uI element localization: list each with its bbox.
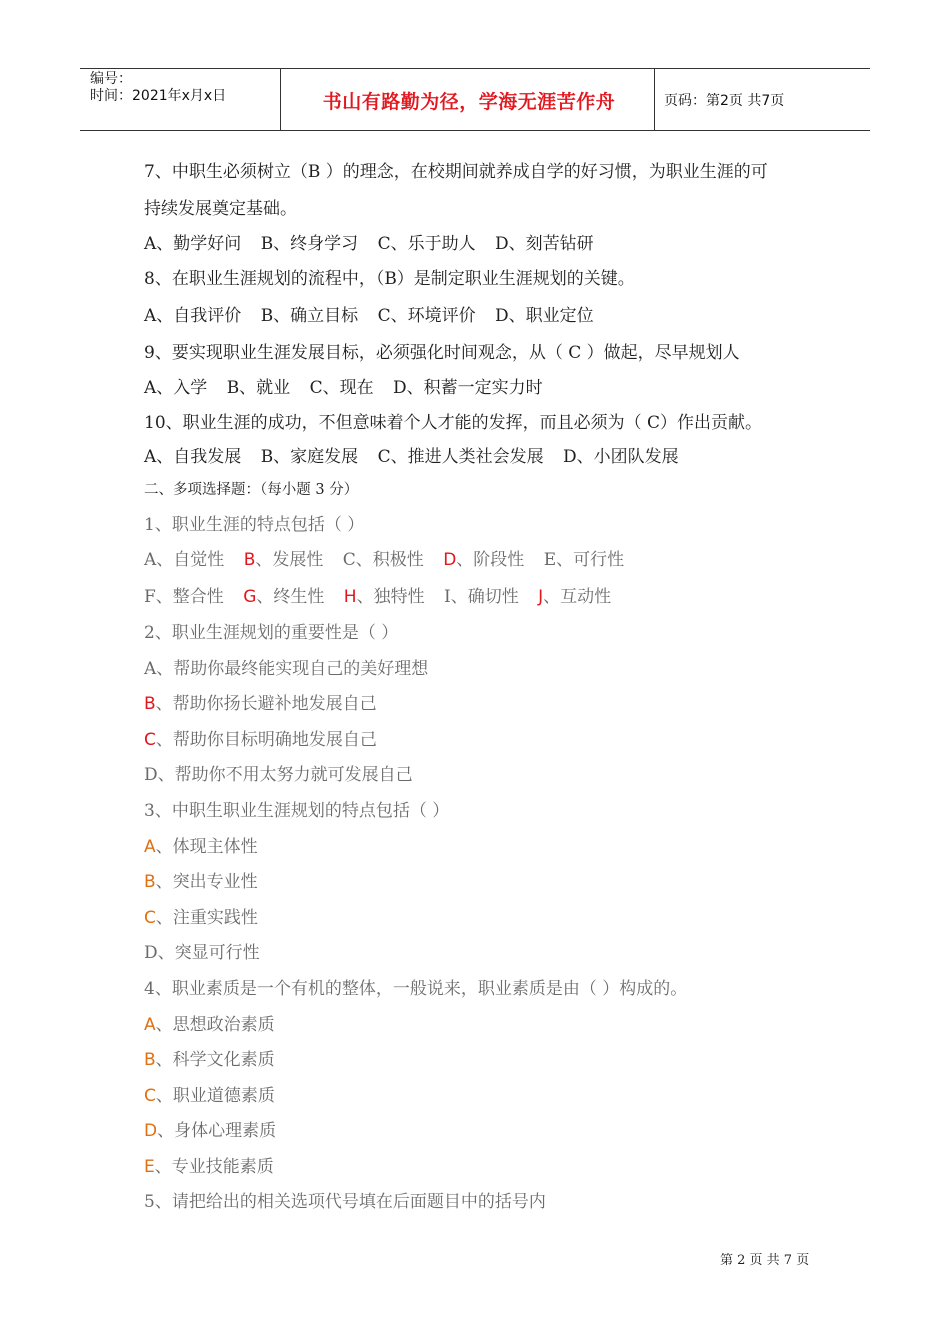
multi-question-5: 5、请把给出的相关选项代号填在后面题目中的括号内	[144, 1192, 546, 1212]
option-letter: C	[144, 1086, 156, 1106]
option: B、突出专业性	[144, 872, 258, 892]
header-divider	[280, 69, 281, 130]
option-letter: A	[144, 1015, 156, 1035]
header-divider	[654, 69, 655, 130]
multi-question-3: 3、中职生职业生涯规划的特点包括（ ）	[144, 801, 450, 821]
option: D、积蓄一定实力时	[393, 378, 543, 398]
option: J、互动性	[538, 587, 612, 607]
option-letter: B	[243, 550, 256, 570]
multi-question-1-options-row-1	[144, 545, 638, 570]
option: C、推进人类社会发展	[377, 447, 544, 467]
option: A、思想政治素质	[144, 1015, 275, 1035]
option-letter: D	[144, 765, 158, 785]
option: C、积极性	[342, 550, 424, 570]
option: C、乐于助人	[377, 234, 476, 254]
question-10-options	[144, 442, 693, 467]
option: G、终生性	[243, 587, 325, 607]
option: D、帮助你不用太努力就可发展自己	[144, 765, 413, 785]
option-letter: C	[342, 550, 356, 570]
option: C、现在	[309, 378, 374, 398]
question-7-options	[144, 229, 608, 254]
question-7-line-1: 7、中职生必须树立（B ）的理念，在校期间就养成自学的好习惯，为职业生涯的可	[144, 162, 768, 182]
option: A、帮助你最终能实现自己的美好理想	[144, 659, 429, 679]
option-letter: E	[144, 1157, 155, 1177]
option: C、环境评价	[377, 306, 476, 326]
option-letter: B	[144, 872, 156, 892]
option: E、可行性	[543, 550, 625, 570]
option: C、注重实践性	[144, 908, 258, 928]
option-letter: A	[144, 659, 157, 679]
multi-question-4: 4、职业素质是一个有机的整体，一般说来，职业素质是由（ ）构成的。	[144, 979, 688, 999]
option: A、自我发展	[144, 447, 242, 467]
section-2-title: 二、多项选择题：（每小题 3 分）	[144, 482, 359, 498]
option: D、突显可行性	[144, 943, 260, 963]
option-letter: C	[144, 730, 156, 750]
option: B、家庭发展	[260, 447, 359, 467]
question-9: 9、要实现职业生涯发展目标，必须强化时间观念，从（ C ）做起，尽早规划人	[144, 343, 740, 363]
option: I、确切性	[444, 587, 519, 607]
option: B、科学文化素质	[144, 1050, 275, 1070]
option: A、体现主体性	[144, 837, 258, 857]
option: A、勤学好问	[144, 234, 242, 254]
multi-question-1-options-row-2	[144, 582, 625, 607]
option: H、独特性	[343, 587, 425, 607]
option: D、职业定位	[495, 306, 594, 326]
option: A、入学	[144, 378, 208, 398]
option-letter: A	[144, 837, 156, 857]
page-footer: 第 2 页 共 7 页	[720, 1253, 810, 1268]
question-10: 10、职业生涯的成功，不但意味着个人才能的发挥，而且必须为（ C）作出贡献。	[144, 413, 763, 433]
option: B、终身学习	[260, 234, 359, 254]
header-meta	[90, 71, 226, 105]
number-label: 编号：	[90, 71, 132, 87]
option: A、自我评价	[144, 306, 242, 326]
option: D、身体心理素质	[144, 1121, 277, 1141]
option-letter: F	[144, 587, 156, 607]
header-motto: 书山有路勤为径，学海无涯苦作舟	[322, 91, 616, 113]
option-letter: A	[144, 550, 157, 570]
question-9-options	[144, 373, 557, 398]
header-page-info: 页码：第2页 共7页	[664, 93, 785, 109]
document-header	[80, 68, 870, 131]
option-letter: D	[144, 1121, 158, 1141]
option-letter: E	[543, 550, 557, 570]
multi-question-2: 2、职业生涯规划的重要性是（ ）	[144, 623, 399, 643]
time-label: 时间：2021年x月x日	[90, 88, 227, 104]
option: F、整合性	[144, 587, 224, 607]
option-letter: D	[144, 943, 158, 963]
option: D、刻苦钻研	[495, 234, 594, 254]
option-letter: J	[538, 587, 544, 607]
option: A、自觉性	[144, 550, 225, 570]
option: B、帮助你扬长避补地发展自己	[144, 694, 377, 714]
option: E、专业技能素质	[144, 1157, 274, 1177]
question-8: 8、在职业生涯规划的流程中，（B）是制定职业生涯规划的关键。	[144, 269, 635, 289]
question-7-line-2: 持续发展奠定基础。	[144, 199, 297, 219]
option-letter: G	[243, 587, 257, 607]
option: D、小团队发展	[563, 447, 679, 467]
multi-question-1: 1、职业生涯的特点包括（ ）	[144, 515, 365, 535]
option-letter: B	[144, 694, 156, 714]
option: D、阶段性	[443, 550, 525, 570]
option: C、职业道德素质	[144, 1086, 275, 1106]
option-letter: H	[343, 587, 357, 607]
question-8-options	[144, 301, 608, 326]
option: B、发展性	[243, 550, 324, 570]
option-letter: C	[144, 908, 156, 928]
option-letter: B	[144, 1050, 156, 1070]
option-letter: D	[443, 550, 457, 570]
option-letter: I	[444, 587, 451, 607]
option: B、就业	[226, 378, 291, 398]
option: C、帮助你目标明确地发展自己	[144, 730, 377, 750]
option: B、确立目标	[260, 306, 359, 326]
